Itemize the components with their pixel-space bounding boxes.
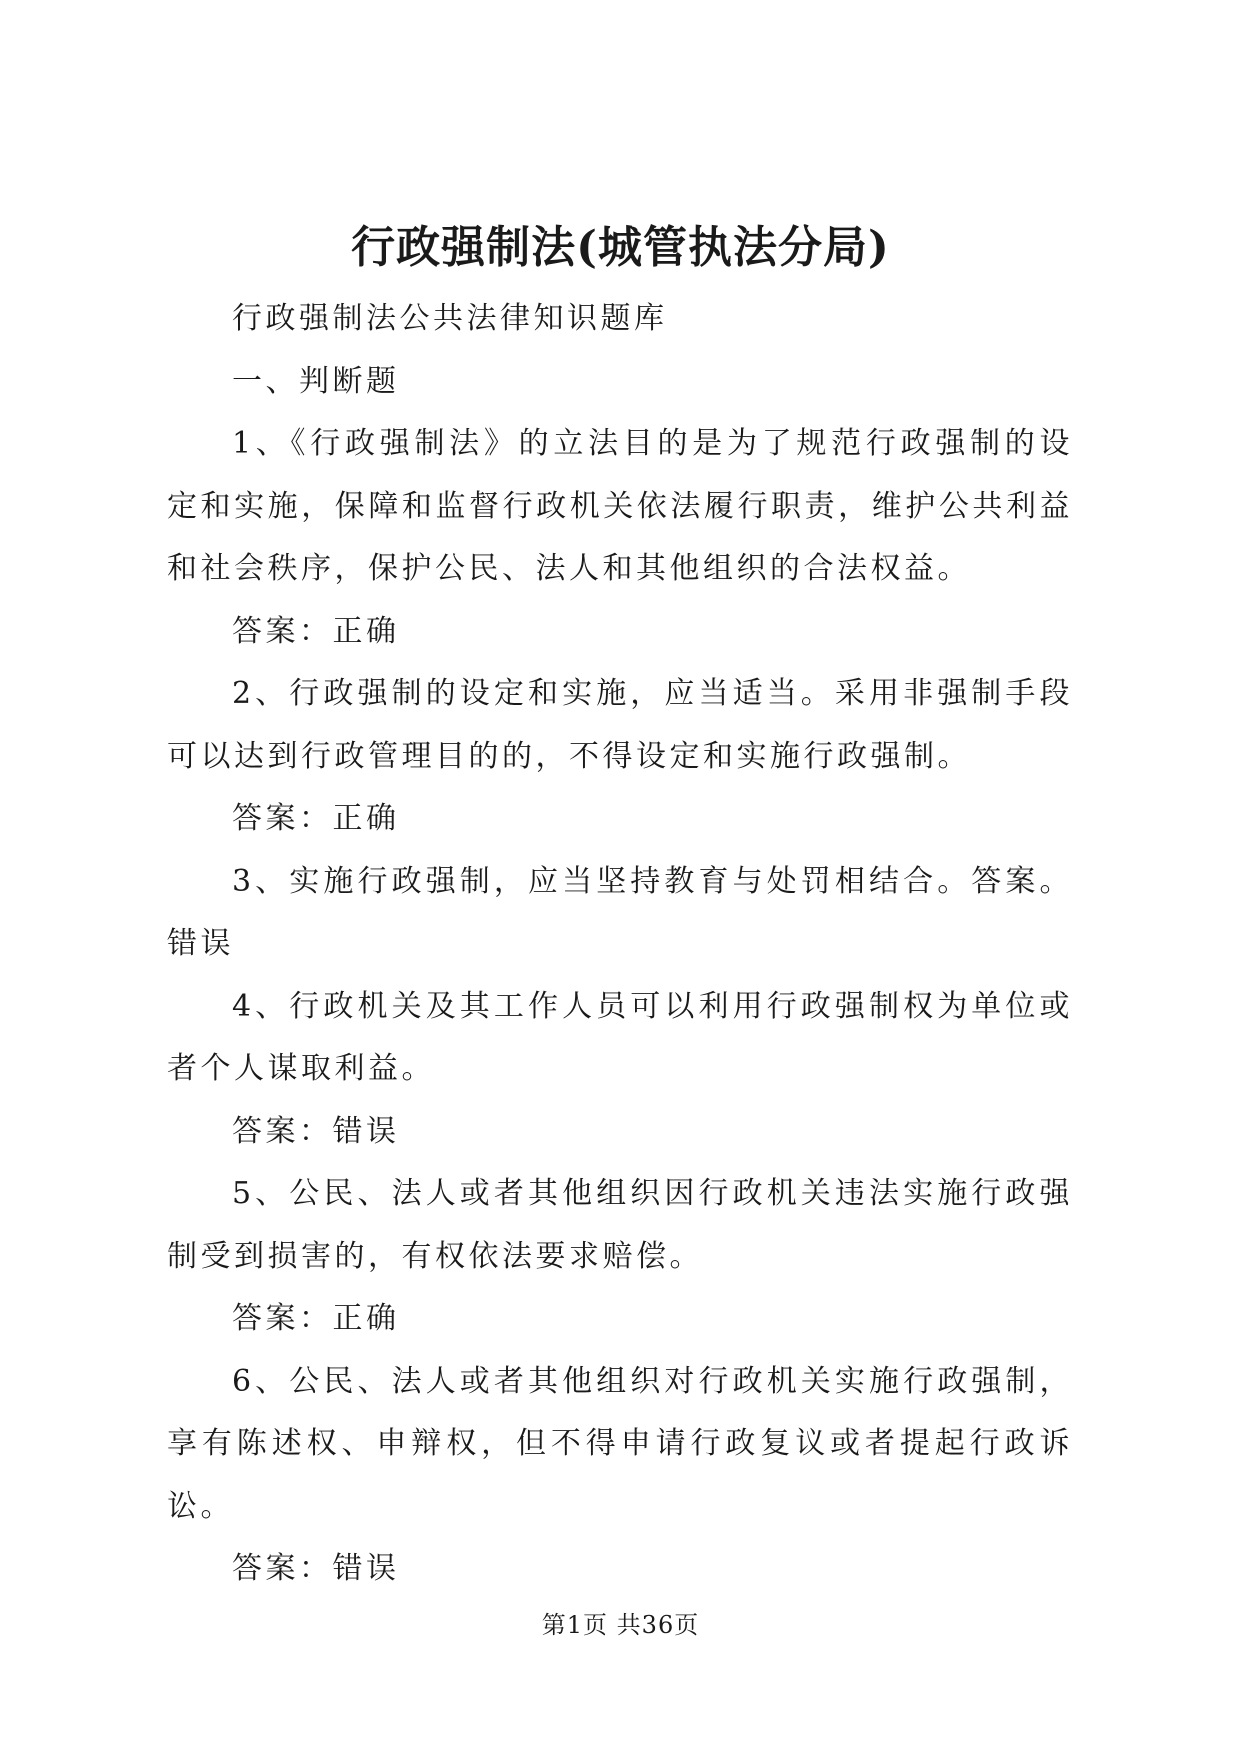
document-title: 行政强制法(城管执法分局) [351, 222, 890, 273]
answer-6: 答案：错误 [232, 1551, 400, 1586]
answer-1: 答案：正确 [232, 613, 400, 649]
question-5: 5、公民、法人或者其他组织因行政机关违法实施行政强制受到损害的，有权依法要求赔偿。 [167, 1176, 1073, 1274]
answer-4: 答案：错误 [232, 1113, 400, 1149]
question-6: 6、公民、法人或者其他组织对行政机关实施行政强制，享有陈述权、申辩权，但不得申请行政复议或者提起行政诉讼。 [167, 1363, 1073, 1524]
answer-2: 答案：正确 [232, 801, 400, 836]
question-3: 3、实施行政强制，应当坚持教育与处罚相结合。答案。错误 [167, 863, 1073, 961]
question-2: 2、行政强制的设定和实施，应当适当。采用非强制手段可以达到行政管理目的的，不得设定和实施行政强制。 [167, 676, 1073, 774]
question-1: 1、《行政强制法》的立法目的是为了规范行政强制的设定和实施，保障和监督行政机关依法履行职责，维护公共利益和社会秩序，保护公民、法人和其他组织的合法权益。 [167, 426, 1073, 586]
answer-5: 答案：正确 [232, 1301, 400, 1336]
document-body [167, 288, 1073, 1601]
question-4: 4、行政机关及其工作人员可以利用行政强制权为单位或者个人谋取利益。 [167, 988, 1073, 1086]
page-number-footer: 第1页 共36页 [541, 1611, 700, 1639]
paragraph-subtitle: 行政强制法公共法律知识题库 [232, 301, 668, 336]
section-heading: 一、判断题 [232, 363, 400, 399]
